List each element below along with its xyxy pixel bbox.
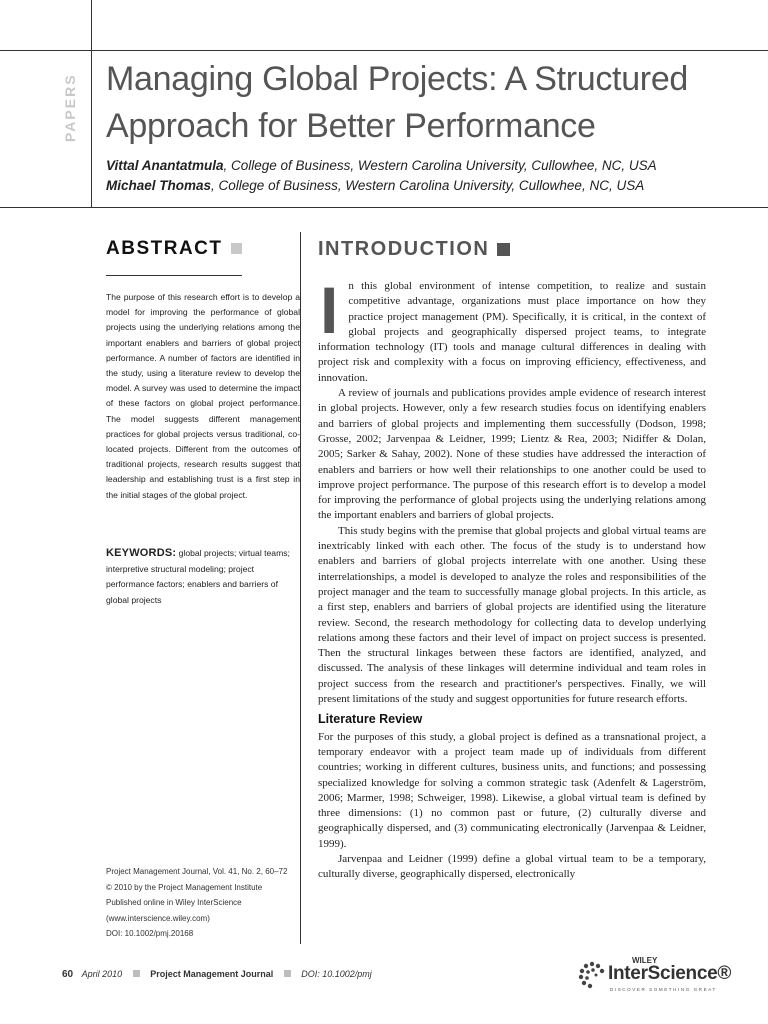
page-footer [62,969,380,980]
author-line-2 [106,178,644,193]
interscience-wordmark: InterScience® [608,963,732,984]
body-text [318,273,706,883]
header-bottom-rule [0,207,768,208]
paragraph: For the purposes of this study, a global project is defined as a transnational project, a temporary endeavor with a project team made up of individuals from different countries; working in different cultures, business units, and functions; and possessing specialized knowledge for solving a common strategic task (Adenfelt & Lagerström, 2006; Marmer, 1998; Schweiger, 1998). Likewise, a global virtual team is defined by three dimensions: (1) no common past or future, (2) culturally diverse and geographically dispersed, and (3) communicating electronically (Jarvenpaa & Leidner, 1999). [318,730,706,850]
paragraph: In this global environment of intense competition, to realize and sustain competitive advantage, organizations must place importance on how they practice project management (PM). Specifically, it is critical, in the context of global projects and geographically dispersed project teams, to integrate information technology (IT) tools and manage cultural differences in dealing with project risk and complexity with a focus on improving efficiency, effectiveness, and innovation. [318,273,706,384]
footer-date: April 2010 [81,969,123,979]
logo-tagline: DISCOVER SOMETHING GREAT [610,987,717,992]
author-name: Vittal Anantatmula [106,158,224,173]
footer-journal: Project Management Journal [150,969,274,979]
top-horizontal-rule [0,50,768,51]
paragraph: A review of journals and publications provides ample evidence of research interest in global projects. However, only a few research studies focus on identifying enablers and barriers of global projects and implementing them successfully (Dodson, 1998; Grosse, 2002; Jarvenpaa & Leidner, 1999; Lientz & Rea, 2003; Nidiffer & Dolan, 2005; Sarker & Sahay, 2002). None of these studies have addressed the interaction of enablers and barriers or how well their relationships to one another could be used to improve project performance. The purpose of this research effort is to develop a model for improving the performance of global projects using the underlying relations among the important enablers and barriers of global projects. [318,387,706,522]
left-vertical-rule [91,0,92,207]
literature-review-heading: Literature Review [318,712,423,727]
paragraph: This study begins with the premise that global projects and global virtual teams are inextricably linked with each other. The focus of the study is to understand how enablers and barriers of global projects interrelate with one another. Using these interrelationships, a model is developed to analyze the roles and responsibilities of the project manager and the team to successfully manage global projects. In this article, as a first step, enablers and barriers of global projects are identified using the literature review. Second, the research methodology for collecting data to develop underlying relations among these factors and their level of impact on project success is presented. Then the structural linkages between these factors are identified, analyzed, and discussed. The analysis of these linkages will determine individual and team roles in project success from the research and practitioner's perspectives. Finally, we will present limitations of the study and suggest opportunities for future research efforts. [318,524,706,706]
square-bullet-icon [284,970,291,977]
abstract-underline [106,275,242,276]
author-name: Michael Thomas [106,178,212,193]
paragraph: Jarvenpaa and Leidner (1999) define a global virtual team to be a temporary, culturally diverse, geographically dispersed, electronically [318,852,706,881]
keywords-list: global projects; virtual teams; interpretive structural modeling; project performance factors; enablers and barriers of global projects [106,548,290,605]
abstract-heading: ABSTRACT [106,238,242,260]
citation-line: © 2010 by the Project Management Institute [106,882,263,892]
author-affiliation: , College of Business, Western Carolina University, Cullowhee, NC, USA [211,178,645,193]
citation-line: Published online in Wiley InterScience [106,898,242,907]
square-bullet-icon [133,970,140,977]
keywords [106,546,302,608]
wiley-wordmark: WILEY [632,956,658,965]
paper-title: Managing Global Projects: A Structured Approach for Better Performance [106,60,689,145]
author-line-1 [106,158,657,173]
citation-line: (www.interscience.wiley.com) [106,913,210,923]
drop-cap: I [320,273,339,347]
section-label: PAPERS [62,73,78,142]
page-number: 60 [62,969,74,980]
globe-icon [576,960,608,990]
abstract-text: The purpose of this research effort is to develop a model for improving the performance of global projects using the underlying relations among the important enablers and barriers of global project performance. A number of factors are identified in the study, using a literature review to develop the model. A survey was used to determine the impact of these factors on global project performance. The model suggests different management practices for global projects versus traditional, co-located projects. Different from the outcomes of traditional projects, research results suggest that leadership and establishing trust is a first step in the initial stages of the global project. [106,292,300,500]
footer-doi: DOI: 10.1002/pmj [301,969,372,979]
keywords-label: KEYWORDS: [106,547,177,559]
introduction-heading: INTRODUCTION [318,238,510,261]
interscience-logo [576,956,732,1000]
citation-line: Project Management Journal, Vol. 41, No. 2, 60–72 [106,867,288,876]
citation-line: DOI: 10.1002/pmj.20168 [106,929,194,938]
square-bullet-icon [231,243,242,254]
square-bullet-icon [497,243,510,256]
citation-block [106,864,306,942]
author-affiliation: , College of Business, Western Carolina University, Cullowhee, NC, USA [223,158,657,173]
